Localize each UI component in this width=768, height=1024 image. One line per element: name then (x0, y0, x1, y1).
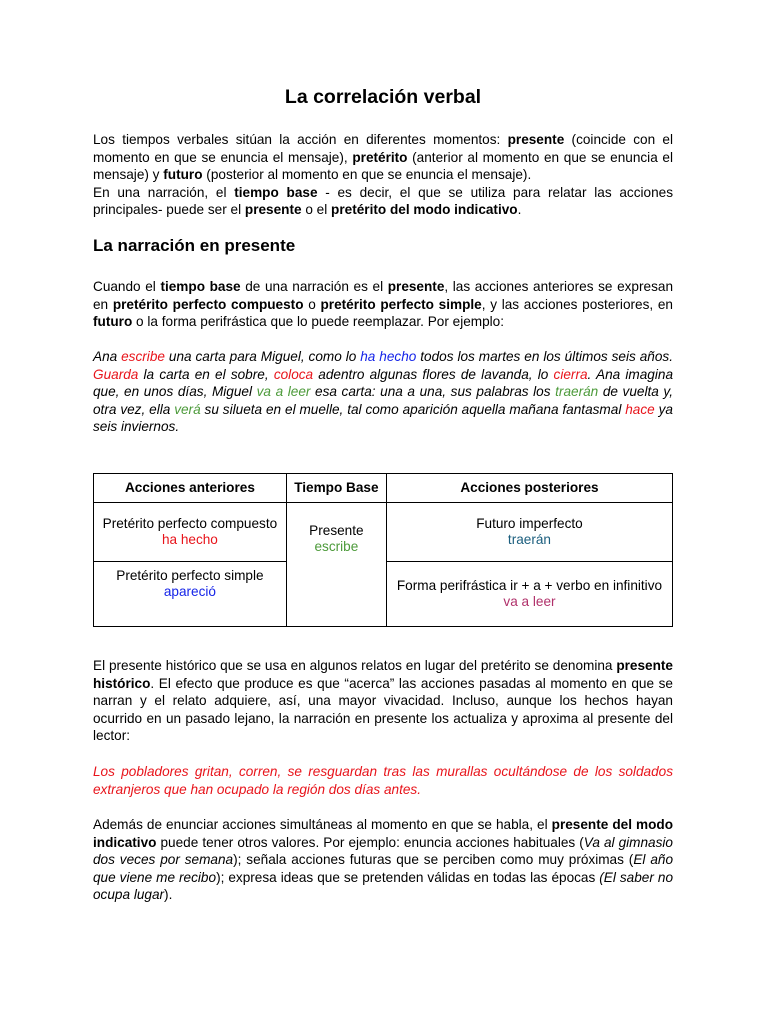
verb-escribe: escribe (121, 349, 165, 364)
header-acciones-anteriores: Acciones anteriores (94, 474, 287, 503)
cell-anterior (94, 562, 287, 627)
narration-paragraph (93, 278, 673, 331)
cell-example: ha hecho (161, 532, 218, 547)
verb-traeran: traerán (555, 384, 599, 400)
header-acciones-posteriores: Acciones posteriores (386, 474, 672, 503)
historic-example: Los pobladores gritan, corren, se resguardan tras las murallas ocultándose de los soldados extranjeros que han ocupado la región dos días antes. (93, 764, 673, 797)
cell-example: apareció (163, 584, 216, 599)
verb-cierra: cierra (553, 366, 588, 382)
intro-text: Los tiempos verbales sitúan la acción en diferentes momentos: (93, 132, 508, 147)
verb-coloca: coloca (273, 366, 314, 382)
intro-bold-presente: presente (244, 202, 302, 218)
other-uses-text: ). (164, 887, 173, 903)
intro-bold-preterito: pretérito (352, 149, 408, 165)
cell-posterior (386, 503, 672, 562)
intro-text: (posterior al momento en que se enuncia el mensaje). (202, 167, 532, 183)
example-text: su silueta en el muelle, tal como aparición aquella mañana fantasmal (200, 401, 626, 417)
example-text: ya seis inviernos. (93, 401, 673, 435)
narration-bold: pretérito perfecto compuesto (112, 296, 304, 312)
verb-guarda: Guarda (93, 366, 139, 382)
cell-anterior (94, 503, 287, 562)
narration-text: Cuando el (93, 279, 161, 294)
cell-posterior (386, 562, 672, 627)
example-text: esa carta: una a una, sus palabras los (310, 384, 556, 400)
narration-bold: tiempo base (160, 279, 241, 294)
verb-vera: verá (174, 401, 201, 417)
cell-label: Pretérito perfecto simple (116, 568, 264, 583)
cell-example: escribe (314, 539, 359, 554)
intro-bold-presente: presente (507, 132, 565, 147)
page-title: La correlación verbal (284, 86, 482, 108)
table-header-row (94, 474, 673, 503)
other-uses-italic: El año que viene me recibo (93, 852, 673, 885)
cell-example: va a leer (503, 594, 556, 609)
narration-text: o (303, 296, 321, 312)
section-heading: La narración en presente (93, 236, 296, 255)
verb-tense-table (93, 473, 673, 627)
cell-label: Presente (309, 523, 364, 538)
other-uses-paragraph (93, 816, 673, 904)
narration-text: o la forma perifrástica que lo puede reemplazar. Por ejemplo: (132, 314, 505, 330)
intro-text: (anterior al momento en que se enuncia el mensaje) y (93, 149, 673, 183)
cell-label: Futuro imperfecto (476, 516, 583, 531)
historic-text: . El efecto que produce es que “acerca” las acciones pasadas al momento en que se narran y el relato adquiere, así, una mayor vivacidad. Incluso, aunque los hechos hayan ocurrido en un pasado lejano, la narración en presente los actualiza y aproxima al presente del lector: (93, 675, 673, 744)
example-text: adentro algunas flores de lavanda, lo (313, 366, 554, 382)
intro-text: - es decir, el que se utiliza para relatar las acciones principales- puede ser el (93, 184, 673, 218)
example-text: una carta para Miguel, como lo (164, 349, 361, 364)
narration-bold: futuro (93, 314, 133, 330)
other-uses-italic: Va al gimnasio dos veces por semana (93, 834, 673, 868)
example-text: Ana (93, 349, 122, 364)
other-uses-bold: presente del modo indicativo (93, 817, 673, 850)
narration-bold: pretérito perfecto simple (320, 296, 482, 312)
other-uses-italic: (El saber no ocupa lugar (93, 869, 673, 903)
other-uses-text: ); expresa ideas que se pretenden válidas en todas las épocas (216, 869, 600, 885)
narration-text: , las acciones anteriores se expresan en (93, 279, 673, 312)
cell-example: traerán (507, 532, 551, 547)
intro-bold-futuro: futuro (163, 167, 203, 183)
verb-hace: hace (625, 401, 655, 417)
intro-bold-preterito-modo: pretérito del modo indicativo (331, 202, 518, 218)
example-text: la carta en el sobre, (138, 366, 274, 382)
intro-bold-tiempo-base: tiempo base (234, 184, 318, 200)
verb-va-a-leer: va a leer (256, 384, 311, 400)
table-row (94, 503, 673, 562)
cell-label: Forma perifrástica ir + a + verbo en infinitivo (396, 578, 663, 593)
verb-ha-hecho: ha hecho (360, 349, 417, 364)
narration-text: , y las acciones posteriores, en (481, 296, 673, 312)
other-uses-text: Además de enunciar acciones simultáneas al momento en que se habla, el (93, 817, 552, 832)
historic-paragraph (93, 657, 673, 745)
example-paragraph (93, 348, 673, 436)
intro-text: o el (301, 202, 332, 218)
intro-paragraph (93, 131, 673, 219)
other-uses-text: ); señala acciones futuras que se perciben como muy próximas ( (233, 852, 634, 868)
cell-label: Pretérito perfecto compuesto (102, 516, 278, 531)
intro-text: . (517, 202, 522, 218)
example-text: todos los martes en los últimos seis años. (416, 349, 673, 364)
header-tiempo-base: Tiempo Base (286, 474, 386, 503)
other-uses-text: puede tener otros valores. Por ejemplo: enuncia acciones habituales ( (156, 834, 584, 850)
intro-text: (coincide con el momento en que se enuncia el mensaje), (93, 132, 673, 165)
example-text: de vuelta y, otra vez, ella (93, 384, 673, 417)
example-text: . Ana imagina que, en unos días, Miguel (93, 366, 674, 400)
historic-bold: presente histórico (93, 658, 673, 691)
intro-text: En una narración, el (93, 184, 235, 200)
narration-bold: presente (387, 279, 445, 294)
cell-base (286, 503, 386, 627)
historic-text: El presente histórico que se usa en algunos relatos en lugar del pretérito se denomina (93, 658, 617, 673)
narration-text: de una narración es el (240, 279, 388, 294)
